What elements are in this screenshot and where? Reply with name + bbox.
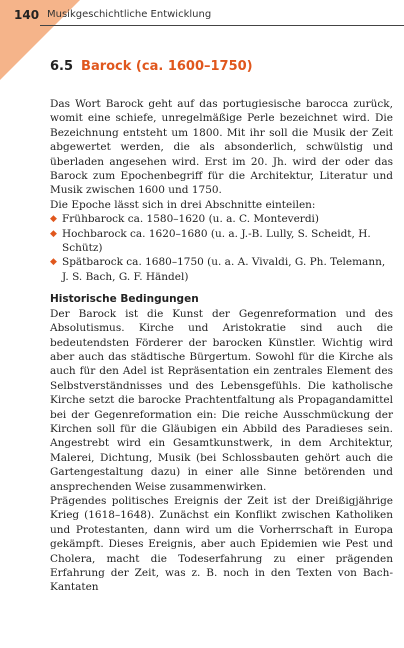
bullet-icon: ◆	[50, 257, 57, 268]
intro-paragraph: Das Wort Barock geht auf das portugiesische barocca zurück, womit eine schiefe, unregelmäßige Perle bezeichnet wird. Die Bezeichnung entsteht um 1800. Mit ihr soll die Musik der Zeit abgewertet werden, die als absonderlich, schwülstig und überladen angesehen wird. Erst im 20. Jh. wird der oder das Barock zum Epochenbegriff für die Architektur, Literatur und Musik zwischen 1600 und 1750.	[50, 98, 393, 197]
subheading: Historische Bedingungen	[50, 293, 199, 306]
historical-paragraph: Der Barock ist die Kunst der Gegenreformation und des Absolutismus. Kirche und Aristokratie sind auch die bedeutendsten Förderer der barocken Künstler. Wichtig wird aber auch das städtische Bürgertum. Sowohl für die Kirche als auch für den Adel ist Repräsentation ein zentrales Element des Selbstverständnisses und des Lebensgefühls. Die katholische Kirche setzt die barocke Prachtentfaltung als Propagandamittel bei der Gegenreformation ein: Die reiche Ausschmückung der Kirchen soll für die Gläubigen ein Abbild des Paradieses sein. Angestrebt wird ein Gesamtkunstwerk, in dem Architektur, Malerei, Dichtung, Musik (bei Schlossbauten gehört auch die Gartengestaltung dazu) in einer alle Sinne betörenden und ansprechenden Weise zusammenwirken.	[50, 307, 393, 493]
list-item	[50, 227, 393, 256]
page-number: 140	[14, 8, 40, 22]
epoch-list	[50, 212, 393, 284]
section-heading	[50, 59, 253, 74]
war-paragraph: Prägendes politisches Ereignis der Zeit ist der Dreißigjährige Krieg (1618–1648). Zunächst ein Konflikt zwischen Katholiken und Protestanten, dann wird um die Vorherrschaft in Europa gekämpft. Dieses Ereignis, aber auch Epidemien wie Pest und Cholera, macht die Todeserfahrung zu einer prägenden Erfahrung der Zeit, was z. B. noch in den Texten von Bach-Kantaten	[50, 494, 393, 594]
bullet-icon: ◆	[50, 228, 57, 239]
epoch-intro: Die Epoche lässt sich in drei Abschnitte einteilen:	[50, 198, 316, 211]
list-item	[50, 255, 393, 284]
list-item-text: Frühbarock ca. 1580–1620 (u. a. C. Monteverdi)	[62, 213, 319, 226]
list-item	[50, 212, 393, 226]
section-title: Barock (ca. 1600–1750)	[81, 59, 253, 74]
list-item-text: Hochbarock ca. 1620–1680 (u. a. J.-B. Lully, S. Scheidt, H. Schütz)	[62, 227, 371, 255]
running-title: Musikgeschichtliche Entwicklung	[47, 9, 212, 20]
header-rule	[40, 25, 404, 26]
section-number: 6.5	[50, 59, 74, 74]
list-item-text: Spätbarock ca. 1680–1750 (u. a. A. Vivaldi, G. Ph. Telemann, J. S. Bach, G. F. Händel)	[62, 256, 386, 283]
page-header	[0, 0, 404, 26]
body-text	[50, 97, 393, 595]
bullet-icon: ◆	[50, 214, 57, 225]
